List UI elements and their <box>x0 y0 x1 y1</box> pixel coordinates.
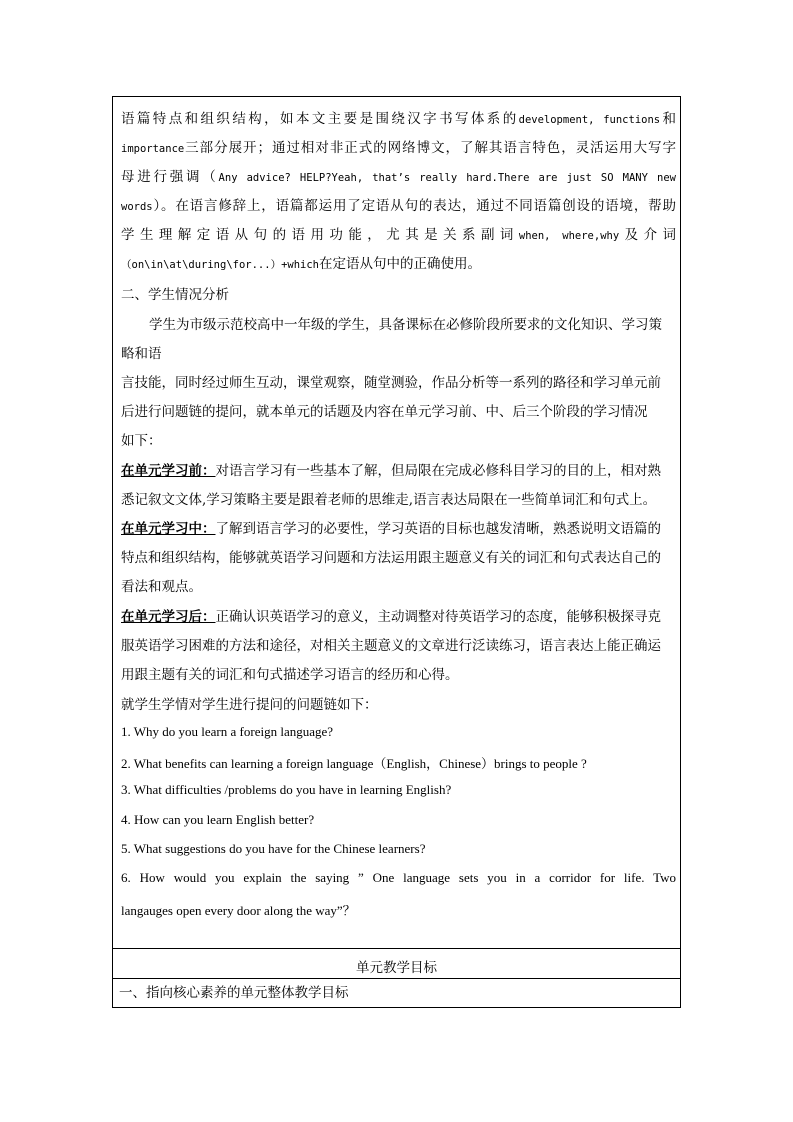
text-span: ）。在语言修辞上，语篇都运用了定语从句的表达，通过不同语篇创设的语境，帮助 <box>152 198 676 214</box>
text-line: 后进行问题链的提问，就本单元的话题及内容在单元学习前、中、后三个阶段的学习情况 <box>121 404 648 420</box>
stage-label-before: 在单元学习前： <box>121 463 216 479</box>
question-item: 6. How would you explain the saying ” One language sets you in a corridor for life. Two <box>121 870 676 885</box>
text-line <box>121 252 481 272</box>
stage-label-after: 在单元学习后： <box>121 609 216 625</box>
text-line <box>121 107 676 127</box>
text-line <box>121 194 676 214</box>
text-span: 三部分展开；通过相对非正式的网络博文，了解其语言特色，灵活运用大写字 <box>184 140 676 156</box>
stage-label-during: 在单元学习中： <box>121 521 216 537</box>
question-item: 2. What benefits can learning a foreign language（English，Chinese）brings to people ? <box>121 756 587 771</box>
question-item: langauges open every door along the way”？ <box>121 903 356 918</box>
text-span: （on\in\at\during\for...）+which <box>121 259 320 271</box>
text-line <box>121 136 676 156</box>
text-line: 特点和组织结构，能够就英语学习问题和方法运用跟主题意义有关的词汇和句式表达自己的 <box>121 550 661 566</box>
text-span: importance <box>121 143 185 155</box>
text-span: when, where,why <box>518 230 620 242</box>
text-span: 母进行强调（ <box>121 169 219 185</box>
lesson-plan-table <box>112 96 681 1008</box>
unit-goal-first: 一、指向核心素养的单元整体教学目标 <box>119 985 349 1001</box>
text-line: 就学生学情对学生进行提问的问题链如下： <box>121 697 378 713</box>
section-heading: 二、学生情况分析 <box>121 287 229 303</box>
text-span: 正确认识英语学习的意义，主动调整对待英语学习的态度，能够积极探寻克 <box>215 609 661 625</box>
text-line: 言技能，同时经过师生互动，课堂观察，随堂测验，作品分析等一系列的路径和学习单元前 <box>121 375 661 391</box>
unit-goal-heading: 单元教学目标 <box>113 949 680 979</box>
text-span: 及介词 <box>619 227 677 243</box>
text-span: Any advice? HELP?Yeah, that’s really hard.There are just SO MANY new <box>218 172 676 184</box>
text-span: 了解到语言学习的必要性，学习英语的目标也越发清晰，熟悉说明文语篇的 <box>215 521 661 537</box>
text-line: 如下： <box>121 433 162 449</box>
analysis-cell <box>113 97 680 949</box>
text-line <box>121 165 676 185</box>
text-span: 语篇特点和组织结构，如本文主要是围绕汉字书写体系的 <box>121 111 519 127</box>
text-line: 用跟主题有关的词汇和句式描述学习语言的经历和心得。 <box>121 667 459 683</box>
text-line <box>121 517 661 537</box>
text-span: development, functions <box>518 114 661 126</box>
text-line <box>121 605 661 625</box>
text-span: 和 <box>660 111 677 127</box>
question-item: 5. What suggestions do you have for the Chinese learners? <box>121 841 426 856</box>
text-line: 看法和观点。 <box>121 579 202 595</box>
text-line: 悉记叙文文体,学习策略主要是跟着老师的思维走,语言表达局限在一些简单词汇和句式上。 <box>121 492 657 508</box>
text-line: 服英语学习困难的方法和途径，对相关主题意义的文章进行泛读练习，语言表达上能正确运 <box>121 638 661 654</box>
text-span: 学生理解定语从句的语用功能，尤其是关系副词 <box>121 227 519 243</box>
question-item: 4. How can you learn English better? <box>121 812 315 827</box>
text-line: 学生为市级示范校高中一年级的学生，具备课标在必修阶段所要求的文化知识、学习策 <box>149 317 662 333</box>
text-span: 对语言学习有一些基本了解，但局限在完成必修科目学习的目的上，相对熟 <box>215 463 661 479</box>
question-item: 1. Why do you learn a foreign language? <box>121 724 334 739</box>
text-span: 在定语从句中的正确使用。 <box>319 256 482 272</box>
question-item: 3. What difficulties /problems do you have in learning English? <box>121 782 452 797</box>
text-line: 略和语 <box>121 346 162 362</box>
text-line <box>121 459 661 479</box>
text-line <box>121 223 676 243</box>
text-span: words <box>121 201 153 213</box>
